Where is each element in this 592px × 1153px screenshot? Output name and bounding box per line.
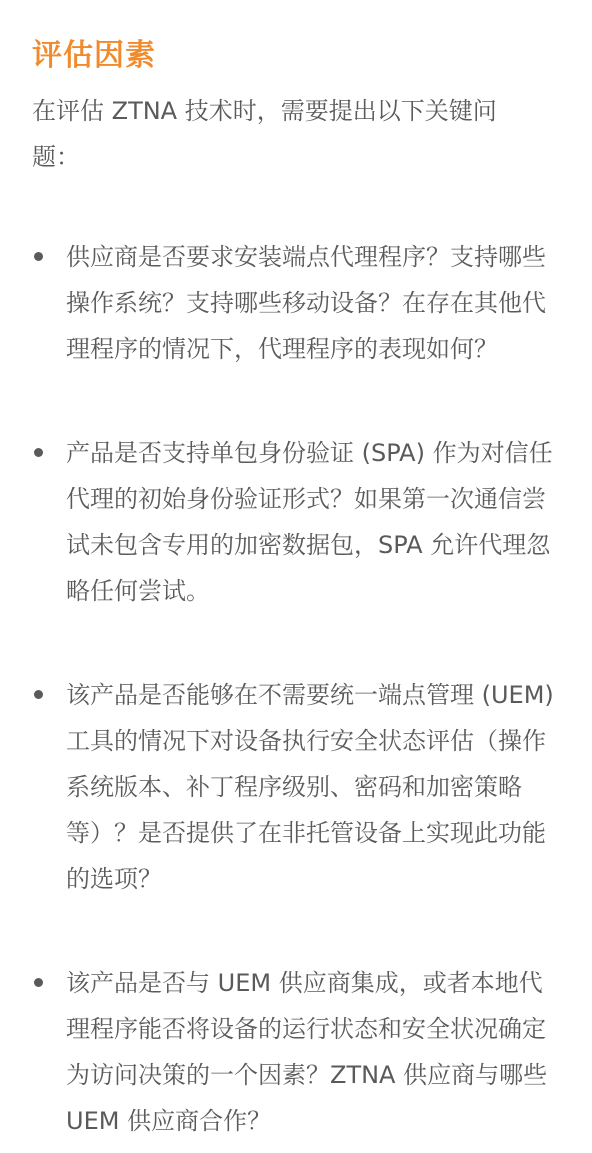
list-item-text: 供应商是否要求安装端点代理程序？支持哪些操作系统？支持哪些移动设备？在存在其他代理程序的情况下，代理程序的表现如何？	[66, 243, 546, 363]
bullet-icon	[34, 978, 43, 987]
list-item	[32, 430, 552, 614]
list-item	[32, 234, 552, 372]
bullet-icon	[34, 690, 43, 699]
section-title: 评估因素	[32, 38, 156, 73]
bullet-icon	[34, 252, 43, 261]
list-item-text: 该产品是否能够在不需要统一端点管理 (UEM) 工具的情况下对设备执行安全状态评估（操作系统版本、补丁程序级别、密码和加密策略等）？是否提供了在非托管设备上实现此功能的选项？	[66, 681, 554, 893]
evaluation-factor-list	[32, 234, 552, 1144]
bullet-icon	[34, 448, 43, 457]
list-item	[32, 960, 552, 1144]
list-item-text: 该产品是否与 UEM 供应商集成，或者本地代理程序能否将设备的运行状态和安全状况确定为访问决策的一个因素？ZTNA 供应商与哪些 UEM 供应商合作？	[66, 969, 548, 1135]
intro-paragraph: 在评估 ZTNA 技术时，需要提出以下关键问题：	[32, 97, 497, 171]
list-item-text: 产品是否支持单包身份验证 (SPA) 作为对信任代理的初始身份验证形式？如果第一次通信尝试未包含专用的加密数据包，SPA 允许代理忽略任何尝试。	[66, 439, 553, 605]
list-item	[32, 672, 552, 902]
